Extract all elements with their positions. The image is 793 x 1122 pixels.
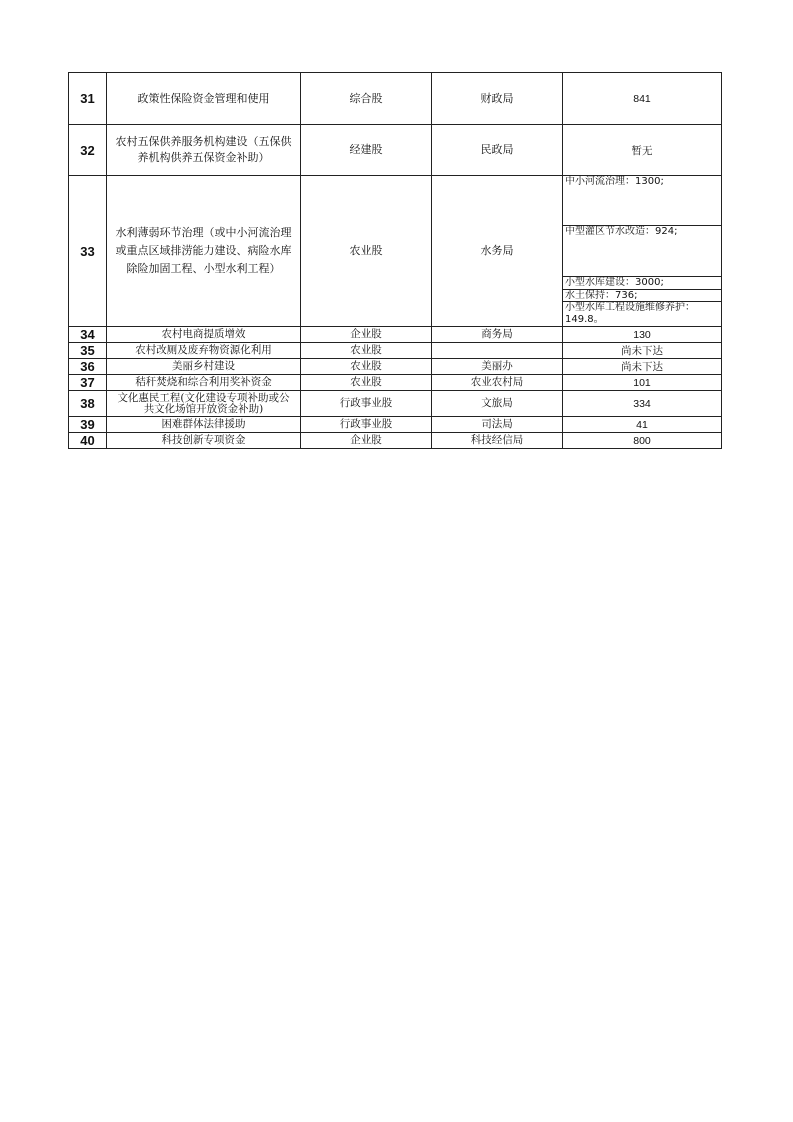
project-name: 科技创新专项资金 [107, 433, 301, 449]
amount: 暂无 [563, 125, 722, 176]
row-number: 33 [69, 176, 107, 327]
department: 农业股 [301, 375, 432, 391]
project-name: 农村改厕及废弃物资源化利用 [107, 343, 301, 359]
department: 经建股 [301, 125, 432, 176]
amount: 101 [563, 375, 722, 391]
bureau: 美丽办 [432, 359, 563, 375]
bureau: 文旅局 [432, 391, 563, 417]
row-number: 38 [69, 391, 107, 417]
amount-item: 水土保持：736; [563, 290, 721, 302]
amount: 尚未下达 [563, 359, 722, 375]
amount-item: 中型灌区节水改造：924; [563, 226, 721, 277]
table-row [69, 176, 722, 327]
row-number: 37 [69, 375, 107, 391]
bureau: 民政局 [432, 125, 563, 176]
amount-item: 中小河流治理：1300; [563, 176, 721, 226]
table-row [69, 375, 722, 391]
project-name: 美丽乡村建设 [107, 359, 301, 375]
table-row [69, 433, 722, 449]
project-name: 农村五保供养服务机构建设（五保供养机构供养五保资金补助） [107, 125, 301, 176]
department: 农业股 [301, 359, 432, 375]
amount: 841 [563, 73, 722, 125]
funds-table [68, 72, 722, 449]
bureau: 商务局 [432, 327, 563, 343]
project-name: 秸秆焚烧和综合利用奖补资金 [107, 375, 301, 391]
bureau: 财政局 [432, 73, 563, 125]
amount: 334 [563, 391, 722, 417]
table-row [69, 327, 722, 343]
row-number: 32 [69, 125, 107, 176]
amount: 130 [563, 327, 722, 343]
department: 行政事业股 [301, 417, 432, 433]
amount: 41 [563, 417, 722, 433]
row-number: 34 [69, 327, 107, 343]
row-number: 31 [69, 73, 107, 125]
department: 企业股 [301, 433, 432, 449]
row-number: 35 [69, 343, 107, 359]
project-name: 困难群体法律援助 [107, 417, 301, 433]
project-name: 农村电商提质增效 [107, 327, 301, 343]
department: 农业股 [301, 176, 432, 327]
department: 综合股 [301, 73, 432, 125]
amount: 尚未下达 [563, 343, 722, 359]
bureau: 水务局 [432, 176, 563, 327]
project-name: 文化惠民工程(文化建设专项补助或公共文化场馆开放资金补助) [107, 391, 301, 417]
table-row [69, 343, 722, 359]
bureau: 科技经信局 [432, 433, 563, 449]
department: 企业股 [301, 327, 432, 343]
row-number: 36 [69, 359, 107, 375]
table-row [69, 391, 722, 417]
table-row [69, 73, 722, 125]
project-name: 水利薄弱环节治理（或中小河流治理或重点区域排涝能力建设、病险水库除险加固工程、小型水利工程） [107, 176, 301, 327]
row-number: 40 [69, 433, 107, 449]
department: 行政事业股 [301, 391, 432, 417]
amount-item: 小型水库建设：3000; [563, 277, 721, 290]
row-number: 39 [69, 417, 107, 433]
bureau [432, 343, 563, 359]
table-row [69, 417, 722, 433]
amount-item: 小型水库工程设施维修养护：149.8。 [565, 302, 695, 325]
department: 农业股 [301, 343, 432, 359]
table-row [69, 125, 722, 176]
amount: 800 [563, 433, 722, 449]
bureau: 农业农村局 [432, 375, 563, 391]
table-row [69, 359, 722, 375]
amount-breakdown [563, 176, 722, 327]
bureau: 司法局 [432, 417, 563, 433]
project-name: 政策性保险资金管理和使用 [107, 73, 301, 125]
